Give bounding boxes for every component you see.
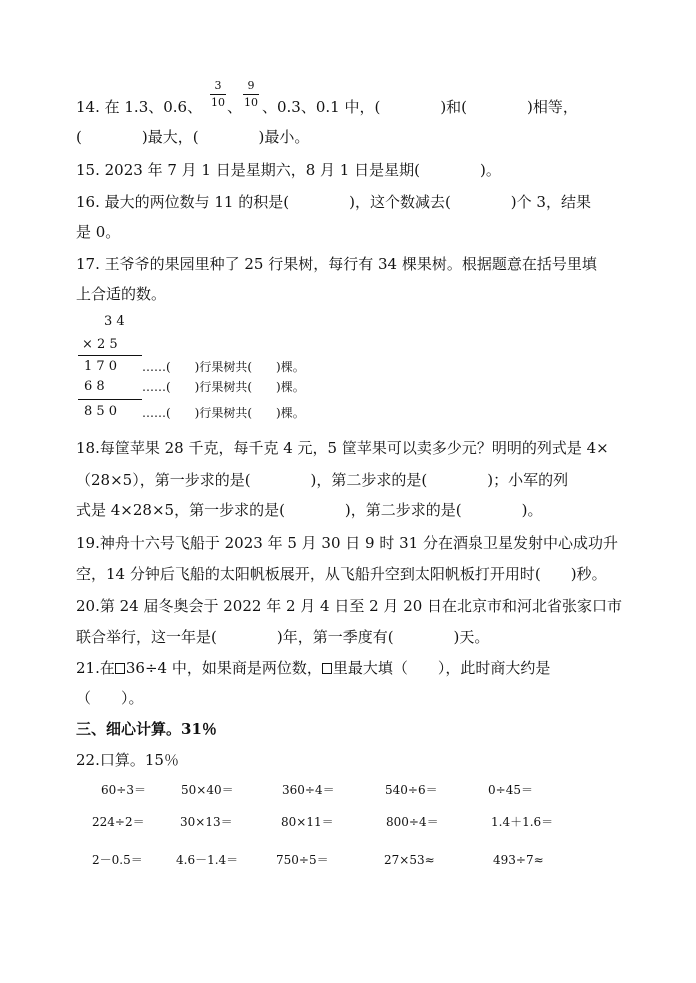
q17-annotation: ……( )行果树共( )棵。 bbox=[142, 406, 305, 420]
q21-line2: （ ）。 bbox=[76, 689, 144, 707]
oral-item: 800÷4＝ bbox=[386, 815, 439, 829]
vm-row-partial1: 1 7 0 bbox=[84, 359, 118, 374]
fraction-numerator: 9 bbox=[247, 79, 255, 92]
oral-item: 60÷3＝ bbox=[101, 783, 146, 797]
vm-row-multiplier: × 2 5 bbox=[82, 337, 118, 352]
q21-middle: 36÷4 中，如果商是两位数， bbox=[125, 659, 322, 677]
q20-line2: 联合举行，这一年是( )年，第一季度有( )天。 bbox=[76, 628, 490, 646]
q17-line1: 17. 王爷爷的果园里种了 25 行果树，每行有 34 棵果树。根据题意在括号里填 bbox=[76, 255, 597, 273]
fraction-denominator: 10 bbox=[211, 96, 225, 109]
vm-line bbox=[78, 355, 142, 356]
fraction-denominator: 10 bbox=[244, 96, 258, 109]
vm-row-product: 8 5 0 bbox=[84, 404, 118, 419]
q14-line1-a: 14. 在 1.3、0.6、 bbox=[76, 98, 203, 116]
oral-item: 30×13＝ bbox=[180, 815, 233, 829]
q17-annotation: ……( )行果树共( )棵。 bbox=[142, 380, 305, 394]
vm-row-multiplicand: 3 4 bbox=[104, 314, 125, 329]
oral-item: 360÷4＝ bbox=[282, 783, 335, 797]
oral-item: 0÷45＝ bbox=[488, 783, 533, 797]
q14-line1-b: 、0.3、0.1 中，( )和( )相等， bbox=[262, 98, 578, 116]
q18-line3: 式是 4×28×5，第一步求的是( )，第二步求的是( )。 bbox=[76, 501, 543, 519]
q14-line2: ( )最大，( )最小。 bbox=[76, 128, 310, 146]
fraction-numerator: 3 bbox=[214, 79, 222, 92]
oral-item: 2－0.5＝ bbox=[92, 853, 143, 867]
vm-row-partial2: 6 8 bbox=[84, 379, 105, 394]
oral-item: 540÷6＝ bbox=[385, 783, 438, 797]
q21-suffix: 里最大填（ ），此时商大约是 bbox=[332, 659, 551, 677]
q14-separator: 、 bbox=[227, 98, 243, 116]
vm-line bbox=[78, 399, 142, 400]
oral-item: 750÷5＝ bbox=[276, 853, 329, 867]
q21-prefix: 21.在 bbox=[76, 659, 115, 677]
q17-line2: 上合适的数。 bbox=[76, 285, 167, 303]
q21-line1 bbox=[76, 658, 550, 678]
oral-item: 27×53≈ bbox=[384, 853, 435, 867]
q18-line2: （28×5），第一步求的是( )，第二步求的是( )；小军的列 bbox=[76, 471, 569, 489]
oral-item: 80×11＝ bbox=[281, 815, 334, 829]
q19-line1: 19.神舟十六号飞船于 2023 年 5 月 30 日 9 时 31 分在酒泉卫星发射中心成功升 bbox=[76, 534, 618, 552]
q20-line1: 20.第 24 届冬奥会于 2022 年 2 月 4 日至 2 月 20 日在北京市和河北省张家口市 bbox=[76, 597, 623, 615]
q15-text: 15. 2023 年 7 月 1 日是星期六，8 月 1 日是星期( )。 bbox=[76, 161, 501, 179]
blank-box-icon bbox=[115, 663, 125, 674]
q16-line2: 是 0。 bbox=[76, 223, 121, 241]
q17-annotation: ……( )行果树共( )棵。 bbox=[142, 360, 305, 374]
q16-line1: 16. 最大的两位数与 11 的积是( )，这个数减去( )个 3，结果 bbox=[76, 193, 591, 211]
q19-line2: 空，14 分钟后飞船的太阳帆板展开，从飞船升空到太阳帆板打开用时( )秒。 bbox=[76, 565, 607, 583]
fraction-bar bbox=[210, 94, 226, 95]
oral-item: 224÷2＝ bbox=[92, 815, 145, 829]
oral-item: 4.6－1.4＝ bbox=[176, 853, 239, 867]
oral-item: 493÷7≈ bbox=[493, 853, 544, 867]
blank-box-icon bbox=[322, 663, 332, 674]
q18-line1: 18.每筐苹果 28 千克，每千克 4 元，5 筐苹果可以卖多少元？明明的列式是 4× bbox=[76, 439, 609, 457]
q22-title: 22.口算。15％ bbox=[76, 751, 179, 769]
section-heading: 三、细心计算。31％ bbox=[76, 720, 217, 738]
oral-item: 1.4＋1.6＝ bbox=[491, 815, 554, 829]
fraction-bar bbox=[243, 94, 259, 95]
oral-item: 50×40＝ bbox=[181, 783, 234, 797]
